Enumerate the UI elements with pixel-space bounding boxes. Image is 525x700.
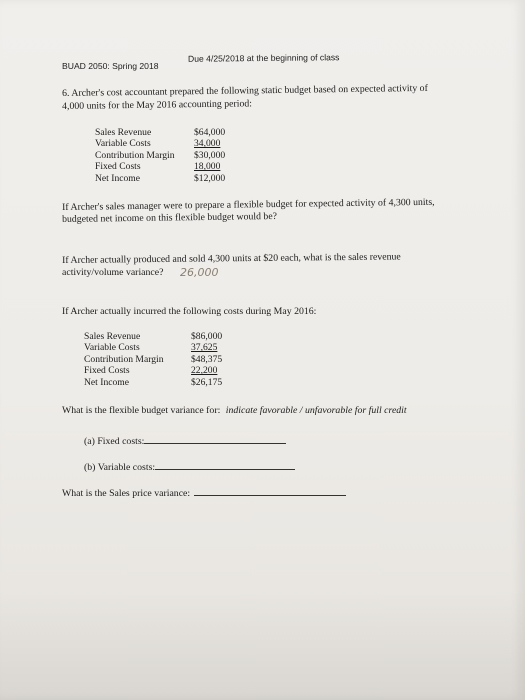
static-budget-value: 18,000 (194, 161, 221, 173)
static-budget-row (95, 161, 275, 172)
actual-results-label: Contribution Margin (84, 353, 164, 365)
variable-costs-answer-blank[interactable] (155, 460, 295, 470)
sales-price-variance-label: What is the Sales price variance: (62, 488, 191, 499)
favorable-instruction: indicate favorable / unfavorable for full credit (225, 405, 407, 416)
flexible-variance-question (62, 405, 407, 417)
actual-costs-intro: If Archer actually incurred the following costs during May 2016: (62, 306, 317, 317)
fixed-costs-answer-blank[interactable] (144, 434, 286, 444)
variable-costs-answer-row (84, 460, 295, 474)
static-budget-label: Net Income (95, 172, 141, 184)
actual-results-label: Variable Costs (84, 342, 140, 354)
fixed-costs-answer-row (84, 434, 286, 448)
actual-results-row (84, 342, 264, 353)
static-budget-value: 34,000 (194, 138, 221, 150)
variable-costs-label: (b) Variable costs: (84, 462, 156, 473)
static-budget-label: Contribution Margin (95, 149, 175, 161)
actual-results-table (84, 331, 264, 388)
static-budget-label: Fixed Costs (95, 161, 141, 173)
due-date-label: Due 4/25/2018 at the beginning of class (187, 52, 340, 64)
actual-results-value: $86,000 (191, 331, 223, 342)
actual-results-row (84, 354, 264, 365)
actual-results-label: Net Income (84, 376, 130, 388)
static-budget-row (95, 127, 275, 138)
static-budget-row (95, 138, 275, 149)
actual-results-row (84, 377, 264, 388)
actual-results-row (84, 365, 264, 376)
volume-variance-question-line-2: activity/volume variance? (62, 267, 164, 278)
flexible-variance-prompt: What is the flexible budget variance for: (62, 405, 221, 416)
actual-results-value: $26,175 (191, 376, 223, 388)
question-intro-line-2: 4,000 units for the May 2016 accounting period: (62, 98, 253, 112)
actual-results-value: $48,375 (191, 353, 223, 365)
static-budget-row (95, 173, 275, 184)
static-budget-value: $12,000 (194, 172, 226, 184)
static-budget-table (95, 127, 275, 184)
static-budget-value: $30,000 (194, 149, 226, 161)
fixed-costs-label: (a) Fixed costs: (84, 436, 145, 447)
actual-results-label: Fixed Costs (84, 365, 130, 377)
question-intro-line-1: 6. Archer's cost accountant prepared the following static budget based on expected activity of (62, 82, 428, 99)
actual-results-row (84, 331, 264, 342)
actual-results-value: 37,625 (191, 342, 218, 354)
static-budget-value: $64,000 (194, 127, 226, 138)
flexible-budget-question-line-2: budgeted net income on this flexible budget would be? (62, 210, 278, 225)
sales-price-variance-blank[interactable] (194, 486, 346, 496)
actual-results-value: 22,200 (191, 365, 218, 377)
static-budget-label: Sales Revenue (95, 127, 152, 138)
flexible-budget-question-line-1: If Archer's sales manager were to prepare a flexible budget for expected activity of 4,300 units, (62, 196, 435, 213)
course-label: BUAD 2050: Spring 2018 (62, 61, 159, 71)
static-budget-row (95, 150, 275, 161)
sales-price-variance-row (62, 486, 346, 500)
actual-results-label: Sales Revenue (84, 331, 141, 342)
paper-shadow (0, 590, 525, 700)
volume-variance-question-line-1: If Archer actually produced and sold 4,300 units at $20 each, what is the sales revenue (62, 251, 401, 266)
handwritten-answer: 26,000 (180, 266, 219, 279)
static-budget-label: Variable Costs (95, 138, 151, 150)
